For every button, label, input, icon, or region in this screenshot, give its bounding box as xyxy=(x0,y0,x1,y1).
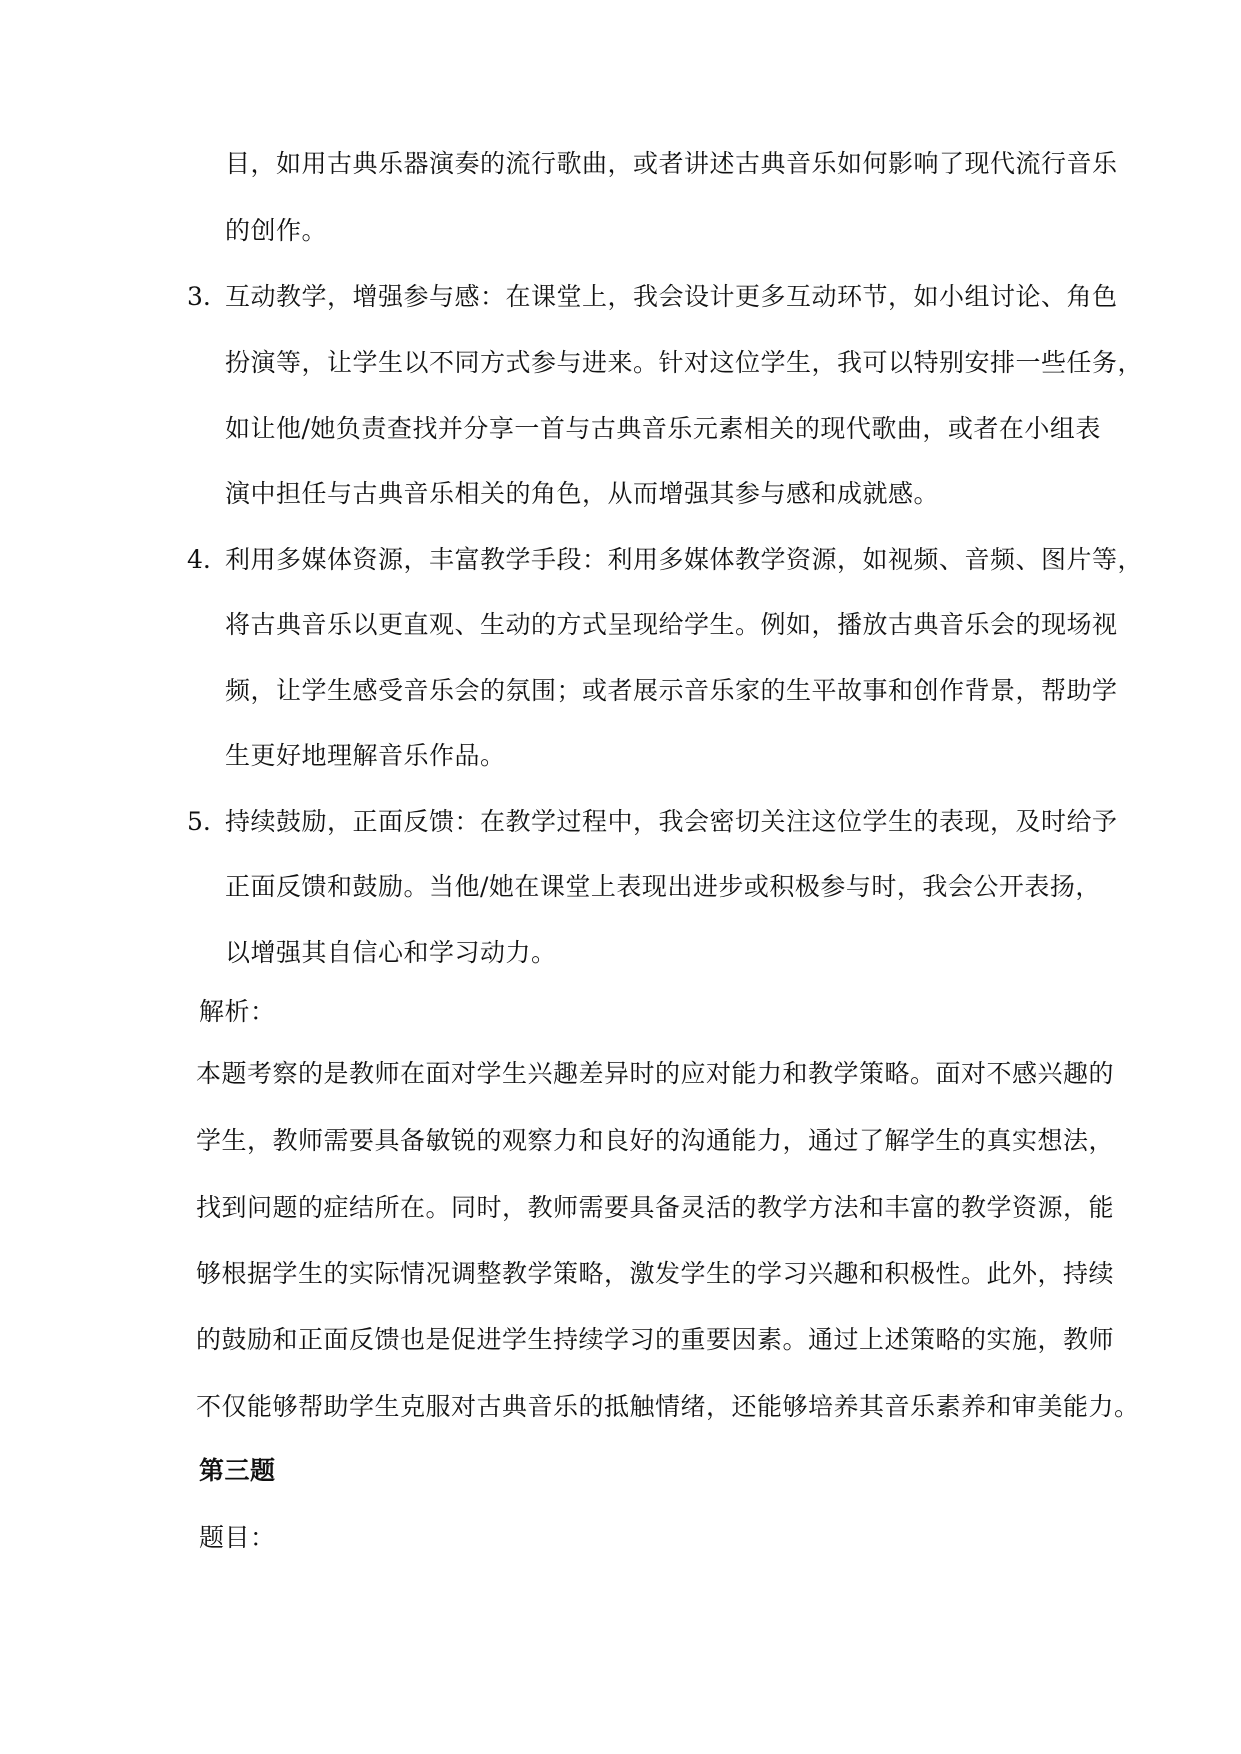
item-3-line-4: 演中担任与古典音乐相关的角色，从而增强其参与感和成就感。 xyxy=(225,479,940,508)
section-title: 第三题 xyxy=(199,1456,276,1485)
item-2-line-1: 目，如用古典乐器演奏的流行歌曲，或者讲述古典音乐如何影响了现代流行音乐 xyxy=(225,149,1118,178)
analysis-label: 解析： xyxy=(199,997,276,1026)
analysis-line-5: 的鼓励和正面反馈也是促进学生持续学习的重要因素。通过上述策略的实施，教师 xyxy=(196,1325,1115,1354)
analysis-line-4: 够根据学生的实际情况调整教学策略，激发学生的学习兴趣和积极性。此外，持续 xyxy=(196,1259,1115,1288)
item-4-number: 4. xyxy=(187,545,211,574)
item-5-line-2: 正面反馈和鼓励。当他/她在课堂上表现出进步或积极参与时，我会公开表扬， xyxy=(225,872,1101,901)
analysis-line-1: 本题考察的是教师在面对学生兴趣差异时的应对能力和教学策略。面对不感兴趣的 xyxy=(196,1059,1115,1088)
item-3-line-1: 互动教学，增强参与感：在课堂上，我会设计更多互动环节，如小组讨论、角色 xyxy=(225,282,1118,311)
item-2-line-2: 的创作。 xyxy=(225,216,328,245)
item-5-line-3: 以增强其自信心和学习动力。 xyxy=(225,938,557,967)
item-4-line-2: 将古典音乐以更直观、生动的方式呈现给学生。例如，播放古典音乐会的现场视 xyxy=(225,610,1118,639)
item-3-number: 3. xyxy=(187,282,211,311)
question-label: 题目： xyxy=(199,1523,276,1552)
item-3-line-3: 如让他/她负责查找并分享一首与古典音乐元素相关的现代歌曲，或者在小组表 xyxy=(225,414,1101,443)
analysis-line-3: 找到问题的症结所在。同时，教师需要具备灵活的教学方法和丰富的教学资源，能 xyxy=(196,1193,1115,1222)
analysis-line-2: 学生，教师需要具备敏锐的观察力和良好的沟通能力，通过了解学生的真实想法， xyxy=(196,1126,1115,1155)
item-3-line-2: 扮演等，让学生以不同方式参与进来。针对这位学生，我可以特别安排一些任务， xyxy=(225,348,1144,377)
item-4-line-3: 频，让学生感受音乐会的氛围；或者展示音乐家的生平故事和创作背景，帮助学 xyxy=(225,676,1118,705)
item-5-line-1: 持续鼓励，正面反馈：在教学过程中，我会密切关注这位学生的表现，及时给予 xyxy=(225,807,1118,836)
item-4-line-1: 利用多媒体资源，丰富教学手段：利用多媒体教学资源，如视频、音频、图片等， xyxy=(225,545,1144,574)
item-5-number: 5. xyxy=(187,807,211,836)
item-4-line-4: 生更好地理解音乐作品。 xyxy=(225,741,506,770)
analysis-line-6: 不仅能够帮助学生克服对古典音乐的抵触情绪，还能够培养其音乐素养和审美能力。 xyxy=(196,1392,1140,1421)
